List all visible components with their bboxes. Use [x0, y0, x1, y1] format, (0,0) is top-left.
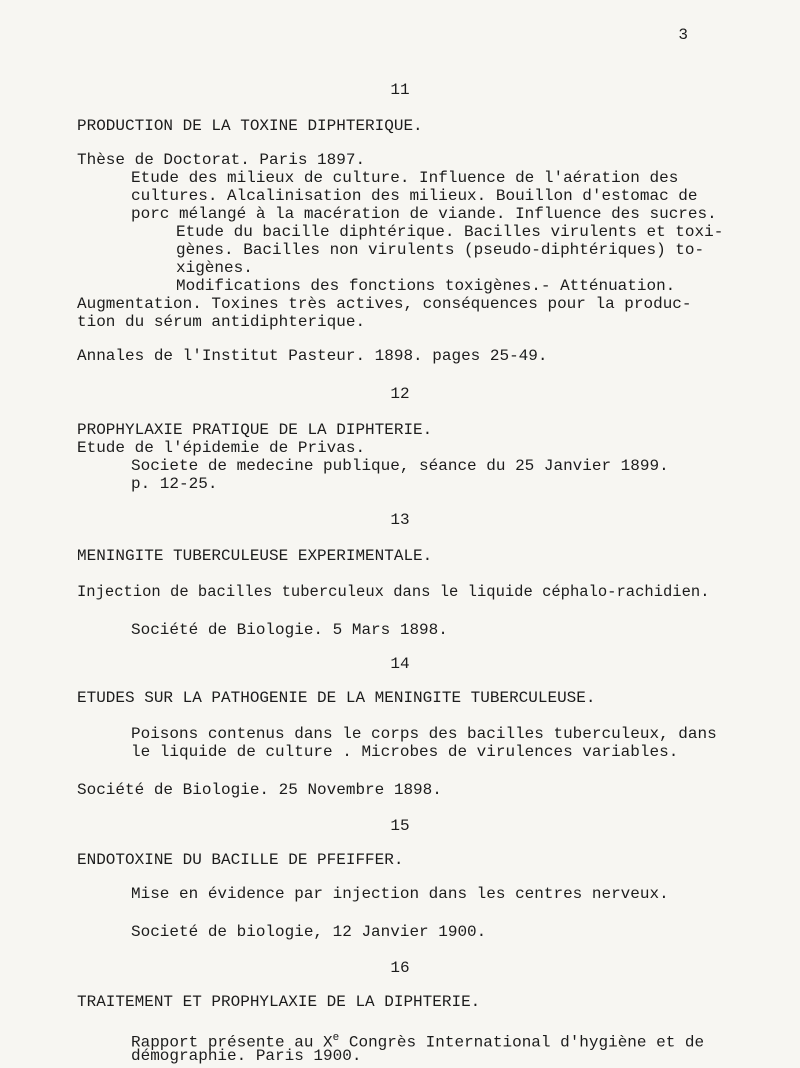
text-line: Etude du bacille diphtérique. Bacilles virulents et toxi- [176, 223, 724, 241]
text-line: Mise en évidence par injection dans les centres nerveux. [131, 885, 669, 903]
section-title: MENINGITE TUBERCULEUSE EXPERIMENTALE. [77, 547, 433, 565]
text-line: Modifications des fonctions toxigènes.- Atténuation. [176, 277, 676, 295]
text-line: porc mélangé à la macération de viande. Influence des sucres. [131, 205, 717, 223]
section-number: 13 [390, 511, 410, 529]
superscript: e [332, 1032, 340, 1044]
text-line: démographie. Paris 1900. [131, 1047, 362, 1065]
text-segment: Congrès International d'hygiène et de [348, 1033, 705, 1052]
section-title: PRODUCTION DE LA TOXINE DIPHTERIQUE. [77, 117, 423, 135]
section-number: 11 [390, 81, 410, 99]
text-line: Etude des milieux de culture. Influence de l'aération des [131, 169, 679, 187]
section-number: 14 [390, 655, 410, 673]
citation-line: p. 12-25. [131, 475, 218, 493]
section-title: PROPHYLAXIE PRATIQUE DE LA DIPHTERIE. [77, 421, 433, 439]
section-number: 15 [390, 817, 410, 835]
citation-line: Annales de l'Institut Pasteur. 1898. pages 25-49. [77, 347, 548, 365]
citation-line: Societé de biologie, 12 Janvier 1900. [131, 923, 487, 941]
text-line: Poisons contenus dans le corps des bacilles tuberculeux, dans [131, 725, 717, 743]
page-number: 3 [678, 26, 688, 44]
text-segment: Rapport présente au X [131, 1033, 333, 1052]
citation-line: Société de Biologie. 5 Mars 1898. [131, 621, 448, 639]
text-line: xigènes. [176, 259, 253, 277]
citation-line: Societe de medecine publique, séance du 25 Janvier 1899. [131, 457, 669, 475]
text-line: Thèse de Doctorat. Paris 1897. [77, 151, 366, 169]
section-number: 12 [390, 385, 410, 403]
text-line: gènes. Bacilles non virulents (pseudo-diphtériques) to- [176, 241, 705, 259]
citation-line: Société de Biologie. 25 Novembre 1898. [77, 781, 442, 799]
text-line: cultures. Alcalinisation des milieux. Bouillon d'estomac de [131, 187, 698, 205]
text-line: Etude de l'épidemie de Privas. [77, 439, 366, 457]
text-line: Injection de bacilles tuberculeux dans le liquide céphalo-rachidien. [77, 583, 710, 601]
section-title: TRAITEMENT ET PROPHYLAXIE DE LA DIPHTERIE. [77, 993, 481, 1011]
text-line: le liquide de culture . Microbes de virulences variables. [131, 743, 679, 761]
text-line: Augmentation. Toxines très actives, conséquences pour la produc- [77, 295, 692, 313]
section-number: 16 [390, 959, 410, 977]
section-title: ETUDES SUR LA PATHOGENIE DE LA MENINGITE TUBERCULEUSE. [77, 689, 596, 707]
section-title: ENDOTOXINE DU BACILLE DE PFEIFFER. [77, 851, 404, 869]
text-line: tion du sérum antidiphterique. [77, 313, 366, 331]
